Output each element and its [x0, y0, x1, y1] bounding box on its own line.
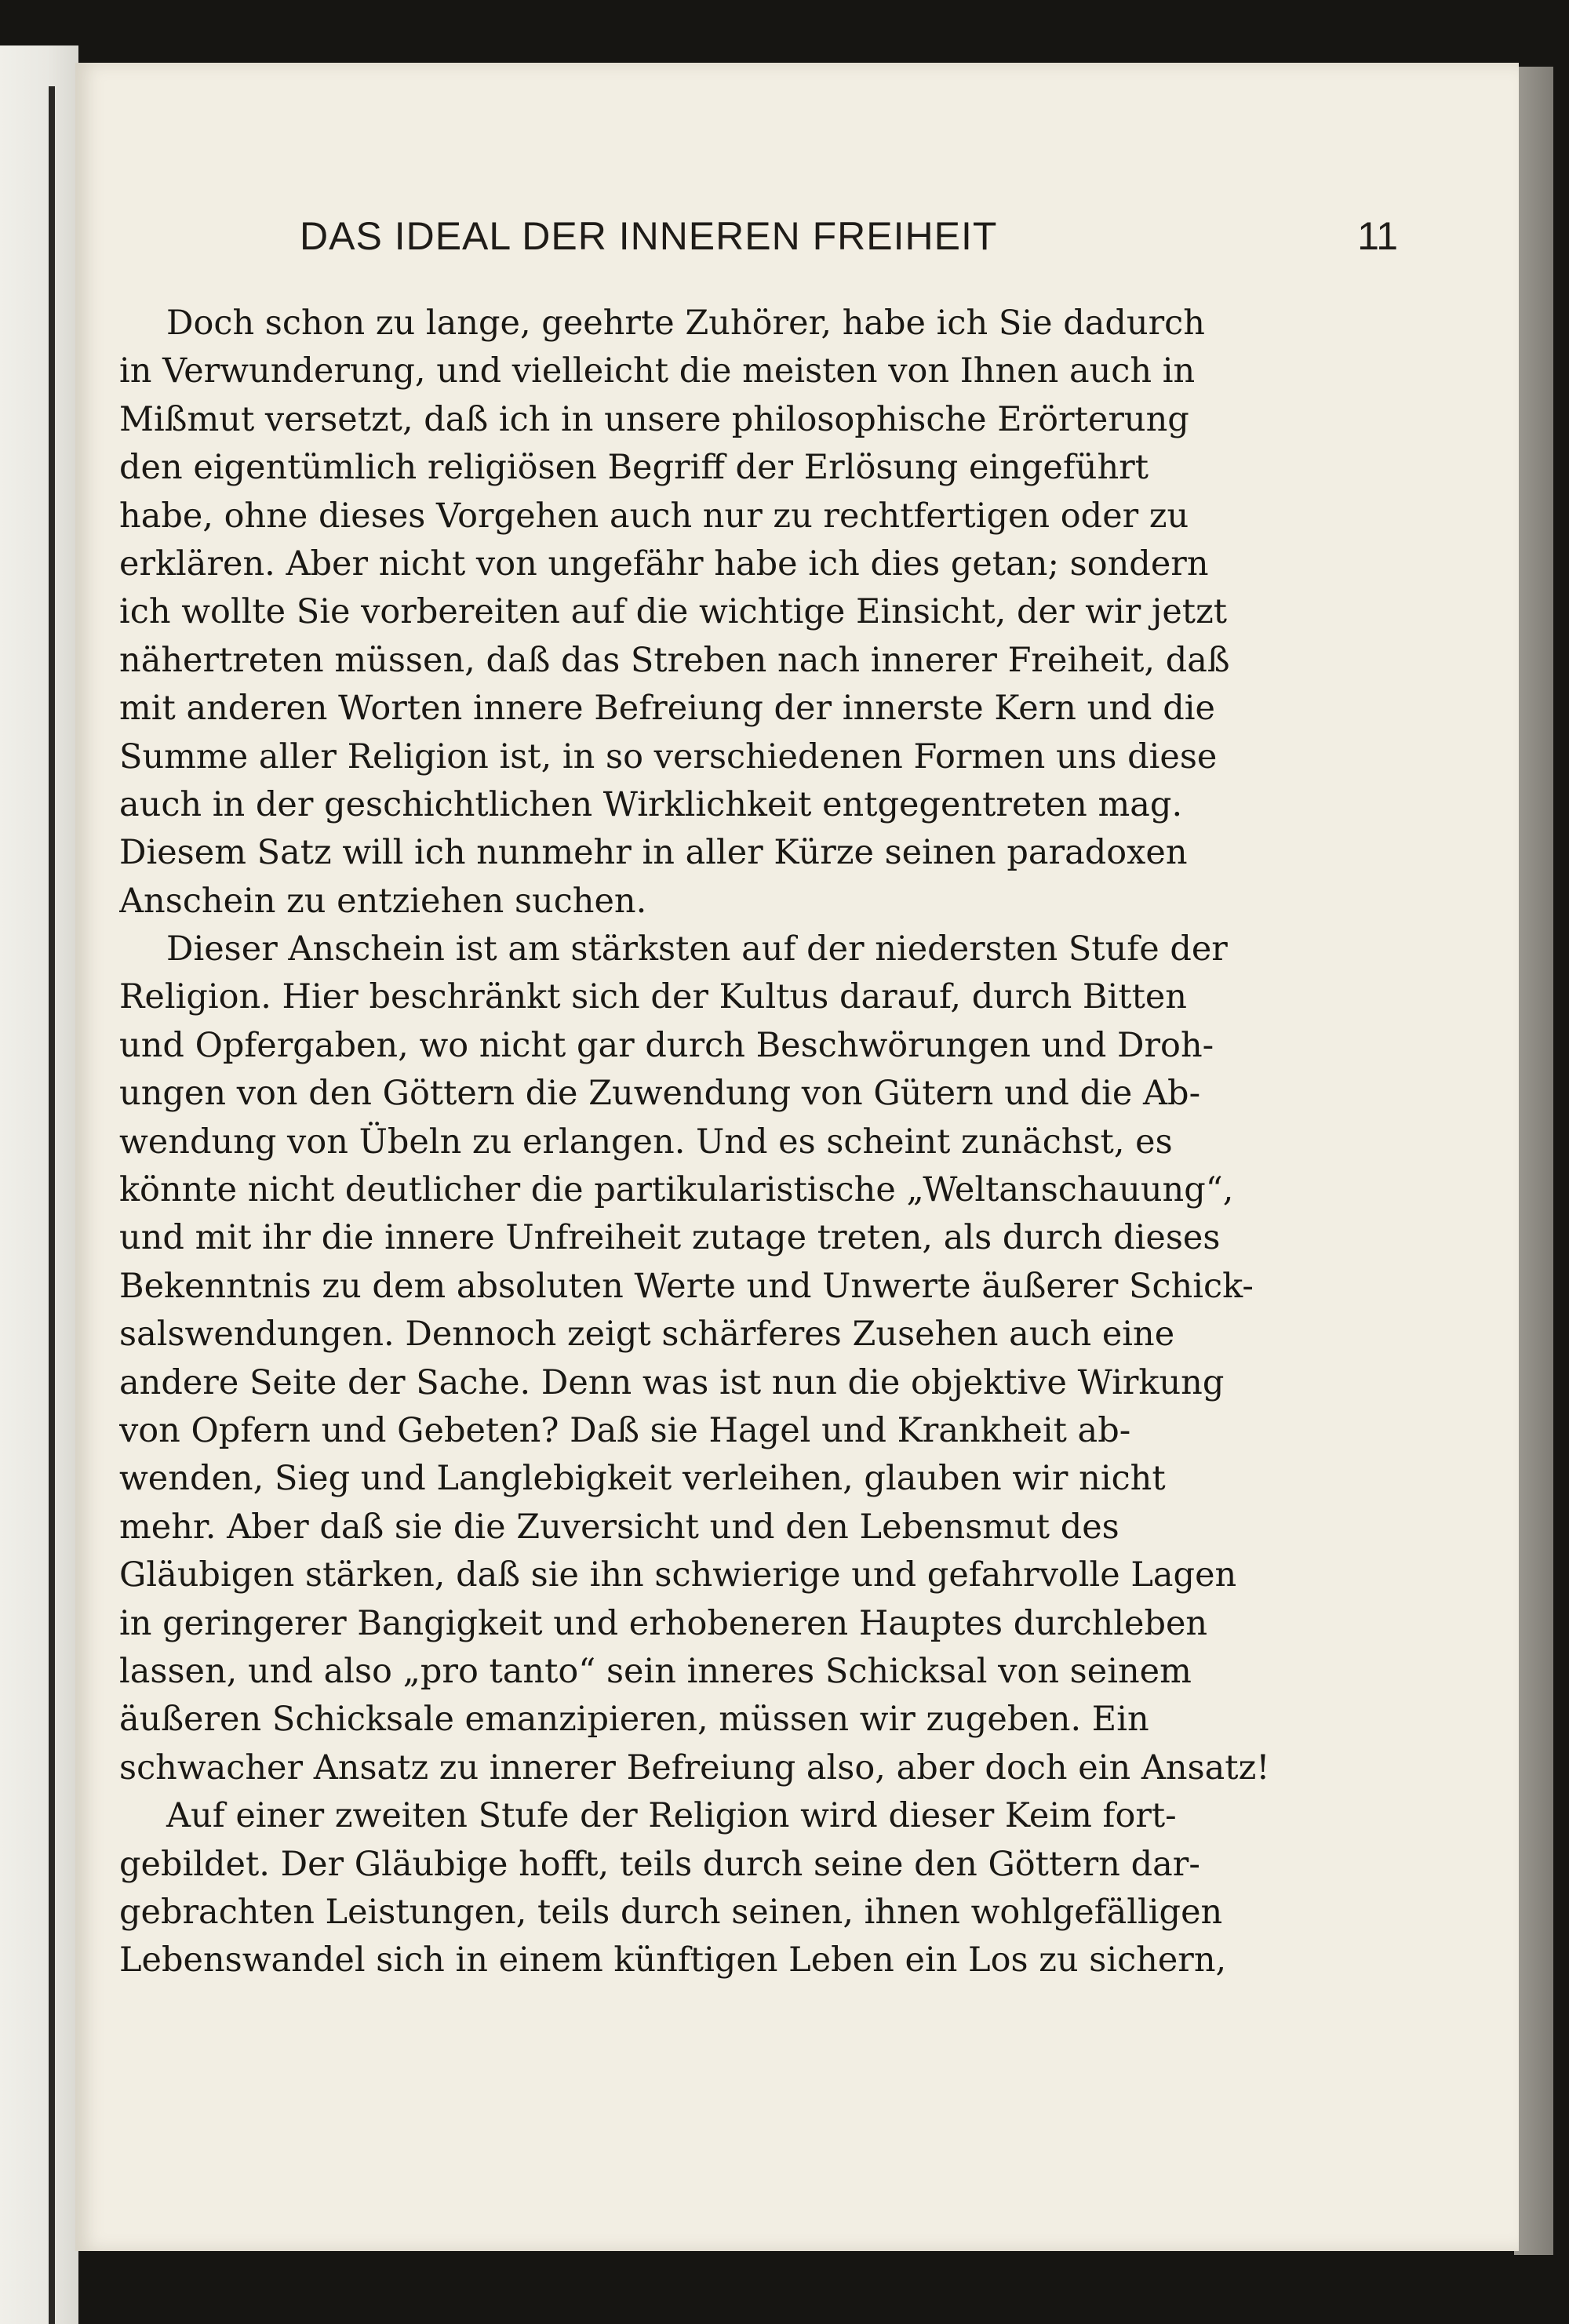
text-line: den eigentümlich religiösen Begriff der Erlösung eingeführt: [119, 448, 1149, 488]
text-line: Bekenntnis zu dem absoluten Werte und Unwerte äußerer Schick-: [119, 1266, 1254, 1306]
text-line: Gläubigen stärken, daß sie ihn schwierige und gefahrvolle Lagen: [119, 1555, 1237, 1595]
text-line: wenden, Sieg und Langlebigkeit verleihen, glauben wir nicht: [119, 1459, 1166, 1499]
right-cover-board: [1514, 67, 1553, 2255]
left-cover-edge: [49, 86, 55, 2324]
text-line: Summe aller Religion ist, in so verschiedenen Formen uns diese: [119, 736, 1218, 776]
text-line: salswendungen. Dennoch zeigt schärferes Zusehen auch eine: [119, 1315, 1175, 1355]
text-line: Auf einer zweiten Stufe der Religion wird dieser Keim fort-: [166, 1796, 1177, 1836]
text-line: nähertreten müssen, daß das Streben nach innerer Freiheit, daß: [119, 640, 1230, 680]
left-cover-board: [0, 45, 78, 2324]
text-line: lassen, und also „pro tanto“ sein inneres Schicksal von seinem: [119, 1651, 1192, 1691]
text-line: wendung von Übeln zu erlangen. Und es scheint zunächst, es: [119, 1122, 1173, 1162]
text-line: gebrachten Leistungen, teils durch seinen, ihnen wohlgefälligen: [119, 1892, 1223, 1932]
page-number: 11: [1357, 214, 1398, 258]
running-head: DAS IDEAL DER INNEREN FREIHEIT: [300, 214, 998, 258]
text-line: Doch schon zu lange, geehrte Zuhörer, habe ich Sie dadurch: [166, 304, 1205, 343]
text-line: Mißmut versetzt, daß ich in unsere philosophische Erörterung: [119, 399, 1189, 439]
text-line: gebildet. Der Gläubige hofft, teils durch seine den Göttern dar-: [119, 1844, 1200, 1884]
text-line: mehr. Aber daß sie die Zuversicht und den Lebensmut des: [119, 1507, 1119, 1547]
text-line: könnte nicht deutlicher die partikularistische „Weltanschauung“,: [119, 1170, 1234, 1210]
text-line: ungen von den Göttern die Zuwendung von Gütern und die Ab-: [119, 1074, 1201, 1114]
text-line: Diesem Satz will ich nunmehr in aller Kürze seinen paradoxen: [119, 833, 1188, 873]
body-text: [119, 300, 1304, 1985]
book-page: [75, 63, 1519, 2251]
text-line: in Verwunderung, und vielleicht die meisten von Ihnen auch in: [119, 351, 1196, 391]
text-line: Dieser Anschein ist am stärksten auf der niedersten Stufe der: [166, 929, 1228, 969]
text-line: und Opfergaben, wo nicht gar durch Beschwörungen und Droh-: [119, 1025, 1214, 1065]
text-line: in geringerer Bangigkeit und erhobeneren Hauptes durchleben: [119, 1603, 1208, 1643]
text-line: mit anderen Worten innere Befreiung der innerste Kern und die: [119, 689, 1215, 729]
page-header: [119, 213, 1398, 276]
text-line: schwacher Ansatz zu innerer Befreiung also, aber doch ein Ansatz!: [119, 1748, 1270, 1788]
text-line: Religion. Hier beschränkt sich der Kultus darauf, durch Bitten: [119, 977, 1187, 1017]
text-line: ich wollte Sie vorbereiten auf die wichtige Einsicht, der wir jetzt: [119, 592, 1228, 632]
text-line: habe, ohne dieses Vorgehen auch nur zu rechtfertigen oder zu: [119, 496, 1189, 536]
text-line: äußeren Schicksale emanzipieren, müssen wir zugeben. Ein: [119, 1700, 1149, 1740]
page-content: [119, 213, 1398, 1985]
text-line: Lebenswandel sich in einem künftigen Leben ein Los zu sichern,: [119, 1940, 1227, 1980]
text-line: auch in der geschichtlichen Wirklichkeit entgegentreten mag.: [119, 784, 1183, 824]
text-line: und mit ihr die innere Unfreiheit zutage treten, als durch dieses: [119, 1218, 1221, 1258]
text-line: Anschein zu entziehen suchen.: [119, 881, 647, 921]
text-line: andere Seite der Sache. Denn was ist nun die objektive Wirkung: [119, 1362, 1225, 1402]
text-line: von Opfern und Gebeten? Daß sie Hagel und Krankheit ab-: [119, 1410, 1131, 1450]
text-line: erklären. Aber nicht von ungefähr habe ich dies getan; sondern: [119, 544, 1209, 584]
